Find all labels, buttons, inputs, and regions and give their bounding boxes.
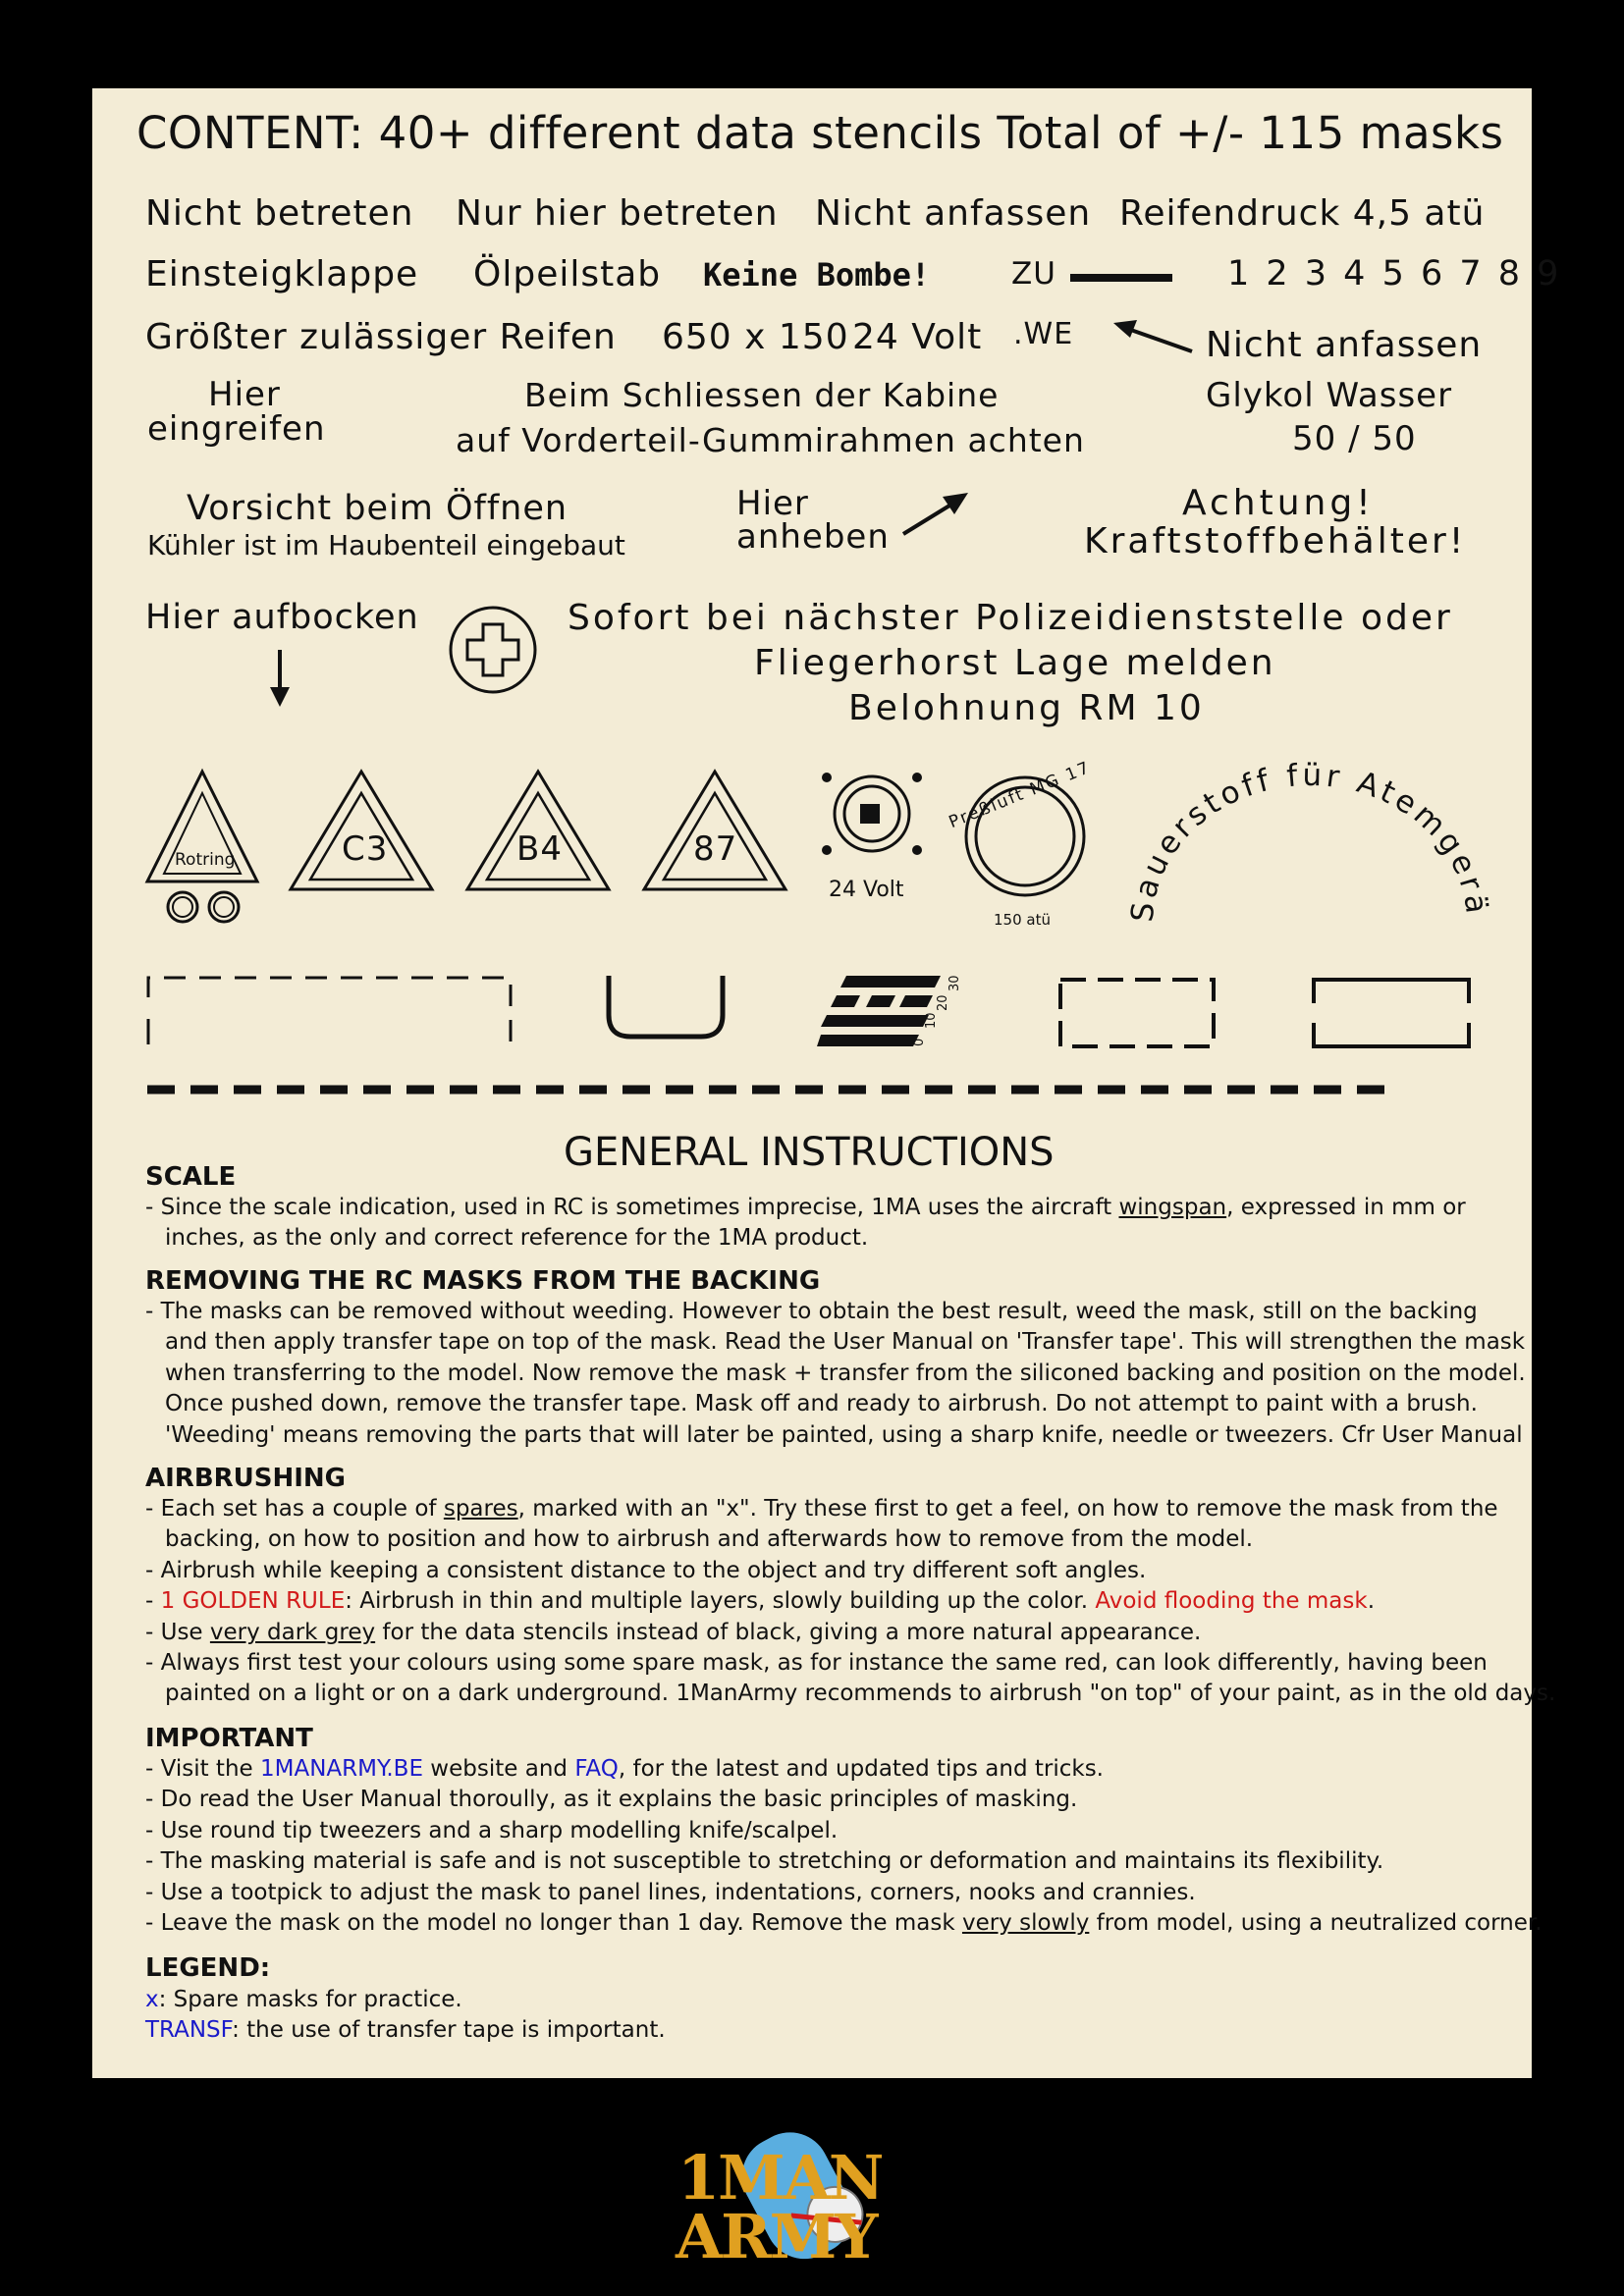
removing-heading: REMOVING THE RC MASKS FROM THE BACKING	[145, 1266, 821, 1296]
stencil-we: .WE	[1013, 317, 1074, 351]
airbrushing-heading: AIRBRUSHING	[145, 1464, 347, 1493]
imp-very-slowly: very slowly	[961, 1910, 1090, 1936]
socket-label-24-volt: 24 Volt	[829, 878, 904, 902]
removing-line-4: Once pushed down, remove the transfer tape. Mask off and ready to airbrush. Do not attempt to paint with a brush.	[165, 1391, 1478, 1416]
airbrushing-line-1	[145, 1494, 1498, 1525]
legend-text-x: : Spare masks for practice.	[158, 1987, 462, 2012]
scale-text-wingspan: wingspan	[1118, 1195, 1227, 1220]
stencil-50-50: 50 / 50	[1292, 419, 1417, 458]
important-line-6	[145, 1908, 1543, 1940]
arrow-up-right-icon	[899, 491, 972, 540]
sauerstoff-arc	[1114, 728, 1496, 933]
first-aid-cross-icon	[448, 605, 538, 695]
legend-text-transf: : the use of transfer tape is important.	[232, 2017, 666, 2043]
triangle-rotring	[145, 770, 263, 927]
scale-heading: SCALE	[145, 1162, 237, 1192]
stencil-achtung: Achtung!	[1182, 483, 1375, 523]
ab-4e: .	[1367, 1588, 1376, 1614]
legend-line-transf	[145, 2015, 666, 2047]
stencil-polizei-2: Fliegerhorst Lage melden	[754, 643, 1276, 683]
pressluft-label: Preßluft MG 17	[946, 757, 1094, 833]
scale-line-2: inches, as the only and correct reference for the 1MA product.	[165, 1225, 869, 1251]
airbrushing-line-3: - Airbrush while keeping a consistent distance to the object and try different soft angles.	[145, 1558, 1147, 1583]
stencil-groesster-reifen: Größter zulässiger Reifen	[145, 317, 617, 357]
dashed-line-mask	[147, 1084, 1388, 1095]
ab-spares: spares	[443, 1496, 518, 1522]
arrow-left-icon	[1113, 318, 1196, 357]
stencil-hier: Hier	[208, 375, 281, 414]
ab-very-dark-grey: very dark grey	[209, 1620, 376, 1645]
stencil-nur-hier-betreten: Nur hier betreten	[456, 193, 779, 234]
website-link[interactable]: 1MANARMY.BE	[260, 1756, 423, 1782]
pressluft-pressure: 150 atü	[994, 911, 1051, 929]
legend-key-x: x	[145, 1987, 159, 2012]
stencil-polizei-1: Sofort bei nächster Polizeidienststelle oder	[568, 598, 1453, 638]
ab-5a: - Use	[145, 1620, 210, 1645]
stencil-kabine-1: Beim Schliessen der Kabine	[524, 376, 1000, 414]
ab-5c: for the data stencils instead of black, giving a more natural appearance.	[375, 1620, 1202, 1645]
svg-text:Sauerstoff für Atemgerät	[1115, 728, 1494, 924]
stencil-glykol: Glykol Wasser	[1206, 376, 1453, 415]
u-shape-mask	[605, 976, 727, 1042]
legend-key-transf: TRANSF	[145, 2017, 233, 2043]
power-socket-icon	[819, 768, 927, 870]
stencil-kraftstoff: Kraftstoffbehälter!	[1084, 521, 1467, 561]
triangle-label-c3: C3	[342, 829, 389, 869]
ab-golden-rule: 1 GOLDEN RULE	[160, 1588, 346, 1614]
open-rect-mask	[1312, 978, 1473, 1050]
imp-6a: - Leave the mask on the model no longer than 1 day. Remove the mask	[145, 1910, 962, 1936]
stencil-24-volt: 24 Volt	[852, 317, 983, 357]
removing-line-1: - The masks can be removed without weeding. However to obtain the best result, weed the mask, still on the backing	[145, 1299, 1478, 1324]
logo-line-2: ARMY	[676, 2201, 877, 2272]
stencil-kabine-2: auf Vorderteil-Gummirahmen achten	[456, 421, 1085, 459]
imp-1a: - Visit the	[145, 1756, 260, 1782]
stencil-hier-aufbocken: Hier aufbocken	[145, 598, 419, 637]
legend-line-x	[145, 1985, 462, 2016]
stencil-reifendruck: Reifendruck 4,5 atü	[1119, 193, 1486, 234]
arrow-down-icon	[265, 650, 295, 709]
stencil-number-row: 1 2 3 4 5 6 7 8 9	[1227, 254, 1562, 294]
imp-1e: , for the latest and updated tips and tricks.	[618, 1756, 1104, 1782]
gauge-tick-0: 0	[912, 1038, 927, 1046]
stencil-einsteigklappe: Einsteigklappe	[145, 254, 419, 294]
stencil-kuehler: Kühler ist im Haubenteil eingebaut	[147, 529, 625, 561]
gauge-tick-30: 30	[947, 975, 962, 991]
airbrushing-line-4	[145, 1586, 1375, 1618]
important-line-2: - Do read the User Manual thoroully, as it explains the basic principles of masking.	[145, 1787, 1078, 1812]
dashed-bracket-mask	[145, 976, 518, 1050]
airbrushing-line-7: painted on a light or on a dark underground. 1ManArmy recommends to airbrush "on top" of your paint, as in the old days.	[165, 1681, 1556, 1706]
stencil-anheben: anheben	[736, 517, 890, 557]
airbrushing-line-2: backing, on how to position and how to airbrush and afterwards how to remove from the model.	[165, 1526, 1254, 1552]
instructions-heading: GENERAL INSTRUCTIONS	[564, 1130, 1055, 1175]
stencil-nicht-anfassen-2: Nicht anfassen	[1206, 325, 1483, 365]
stencil-oelpeilstab: Ölpeilstab	[473, 254, 662, 294]
stencil-nicht-betreten: Nicht betreten	[145, 193, 414, 234]
important-line-1	[145, 1754, 1104, 1786]
stencil-sheet	[92, 88, 1562, 2078]
triangle-label-87: 87	[693, 829, 738, 869]
important-line-4: - The masking material is safe and is not susceptible to stretching or deformation and maintains its flexibility.	[145, 1848, 1384, 1874]
ab-1a: - Each set has a couple of	[145, 1496, 444, 1522]
ab-avoid-flooding: Avoid flooding the mask	[1095, 1588, 1368, 1614]
ab-1c: , marked with an "x". Try these first to get a feel, on how to remove the mask from the	[517, 1496, 1498, 1522]
zu-bar	[1070, 271, 1178, 285]
scale-text-1c: , expressed in mm or	[1226, 1195, 1466, 1220]
ab-4c: : Airbrush in thin and multiple layers, slowly building up the color.	[345, 1588, 1096, 1614]
removing-line-5: 'Weeding' means removing the parts that will later be painted, using a sharp knife, needle or tweezers. Cfr User Manual	[165, 1422, 1523, 1448]
removing-line-2: and then apply transfer tape on top of the mask. Read the User Manual on 'Transfer tape'. This will strengthen the mask	[165, 1329, 1526, 1355]
stencil-hier-2: Hier	[736, 484, 809, 523]
imp-1c: website and	[423, 1756, 575, 1782]
gauge-tick-20: 20	[936, 994, 950, 1011]
sauerstoff-text: Sauerstoff für Atemgerät	[1114, 728, 1495, 924]
imp-6c: from model, using a neutralized corner.	[1089, 1910, 1543, 1936]
removing-line-3: when transferring to the model. Now remove the mask + transfer from the siliconed backing and position on the model.	[165, 1361, 1526, 1386]
airbrushing-line-5	[145, 1618, 1201, 1649]
scale-line-1	[145, 1193, 1466, 1224]
stencil-belohnung: Belohnung RM 10	[848, 688, 1205, 728]
important-heading: IMPORTANT	[145, 1724, 313, 1753]
logo-line-1: 1MAN	[677, 2142, 883, 2214]
gauge-tick-10: 10	[924, 1012, 939, 1029]
triangle-label-b4: B4	[516, 829, 563, 869]
stencil-keine-bombe: Keine Bombe!	[703, 256, 931, 294]
stencil-eingreifen: eingreifen	[147, 409, 326, 449]
stencil-650x150: 650 x 150	[662, 317, 849, 357]
important-line-3: - Use round tip tweezers and a sharp modelling knife/scalpel.	[145, 1818, 839, 1843]
stencil-zu: ZU	[1011, 256, 1056, 292]
scale-text-1a: - Since the scale indication, used in RC is sometimes imprecise, 1MA uses the aircraft	[145, 1195, 1119, 1220]
page-title: CONTENT: 40+ different data stencils Total of +/- 115 masks	[136, 107, 1504, 159]
airbrushing-line-6: - Always first test your colours using some spare mask, as for instance the same red, can look differently, having been	[145, 1650, 1488, 1676]
brand-logo	[672, 2101, 927, 2277]
triangle-label-rotring: Rotring	[175, 850, 236, 870]
stencil-nicht-anfassen: Nicht anfassen	[815, 193, 1092, 234]
ab-4a: -	[145, 1588, 161, 1614]
dashed-rect-mask	[1058, 978, 1218, 1050]
stripe-gauge-mask	[817, 974, 964, 1056]
important-line-5: - Use a tootpick to adjust the mask to panel lines, indentations, corners, nooks and crannies.	[145, 1880, 1196, 1905]
legend-heading: LEGEND:	[145, 1953, 271, 1983]
faq-link[interactable]: FAQ	[574, 1756, 619, 1782]
stencil-vorsicht: Vorsicht beim Öffnen	[187, 489, 568, 528]
